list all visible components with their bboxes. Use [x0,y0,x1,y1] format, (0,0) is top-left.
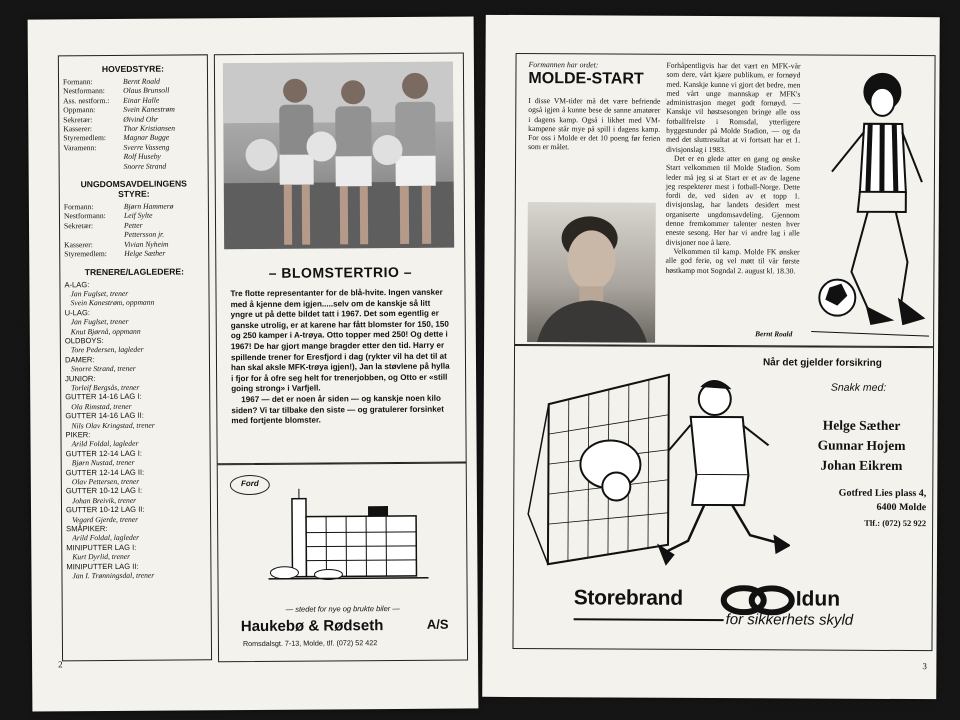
official-name: Pettersson jr. [124,229,165,240]
insurance-address-line2: 6400 Molde [876,501,927,514]
left-page [28,16,479,711]
official-role: Kasserer: [64,239,93,250]
team-staff: Vegard Gjerde, trener [72,514,139,524]
team-staff: Ola Rimstad, trener [71,401,132,412]
team-staff: Arild Foldal, lagleder [72,533,140,543]
official-role [64,152,124,162]
official-name: Bernt Roald [122,76,160,86]
team-name: GUTTER 10-12 LAG I: [65,486,143,496]
blomstertrio-paragraph: Tre flotte representanter for de blå-hvite. Ingen vansker med å kjenne dem igjen.....selv om de kanskje så litt yngre ut på dette bildet tatt i 1967. Det som egentlig er ganske utrolig, er at karene har fått blomster for 150, 150 og 250 kamper i A-trøya. Otto topper med 250! Og dette i 1967! De har gjort mange bragder etter den tid. Harry er spillende trener for Eresfjord i dag (rykter vil ha det til at han skal aksle MFK-trøya igjen!), Jan la støvlene på hylla i fjor for å ofre seg helt for trenerjobben, og Otto er «still going strong» i Varfjell. [230,287,450,394]
insurance-address-line1: Gotfred Lies plass 4, [838,487,927,500]
official-role [64,162,124,172]
official-role: Sekretær: [63,114,93,124]
team-name: OLDBOYS: [64,335,104,346]
team-name: A-LAG: [64,279,90,289]
club-officials-column [58,54,212,661]
article-paragraph: Forhåpentligvis har det vært en MFK-vår som dere, vårt kjære publikum, er fornøyd med. Kanskje kunne vi gjort det bedre, men med vårt unge mannskap er MFK's administrasjon meget godt fornøyd. — Kanskje vil høstsesongen bringe alle oss fotballfrelste i Romsdal, ytterligere hyggestunder på Molde Stadion, — og da med det sluttresultat at vi fortsatt har et 1. divisjonslag i 1983. [666,60,801,154]
page-number: 2 [58,659,63,670]
team-name: GUTTER 12-14 LAG II: [65,467,145,477]
insurance-phone: Tlf.: (072) 52 922 [864,517,927,529]
team-name: U-LAG: [64,307,90,318]
official-role: Sekretær: [63,220,94,231]
article-paragraph: Velkommen til kamp. Molde FK ønsker alle god ferie, og vel møtt til vår første høstkamp mot Sogndal 2. august kl. 18.30. [665,246,800,275]
brand-idun: Idun [795,587,841,611]
ungdom-list [64,201,204,258]
official-name: Petter [123,220,143,230]
ungdom-title: UNGDOMSAVDELINGENS STYRE: [80,178,187,200]
team-staff: Jan I. Trønningsdal, trener [72,570,155,581]
team-staff: Nils Olav Kringstad, trener [71,420,155,430]
official-name: Rolf Huseby [123,151,161,162]
ford-logo: Ford [230,475,270,495]
official-role: Nestformann: [63,211,106,221]
team-staff: Kurt Dyrlid, trener [72,552,131,562]
team-staff: Bjørn Nustad, trener [71,458,135,468]
team-name: GUTTER 14-16 LAG I: [65,392,142,402]
official-role: Nestformann: [63,86,105,96]
insurance-advertisement [512,345,934,651]
hovedstyre-list [63,76,204,171]
team-staff: Arild Foldal, lagleder [71,439,139,449]
footballer-illustration [811,62,930,345]
brand-underline [574,618,724,621]
official-name: Helge Sæther [124,248,166,258]
haukebo-tagline: — stedet for nye og brukte biler — [285,603,400,614]
official-role: Kasserer: [63,124,93,134]
official-name: Svein Kanestrøm [123,104,175,115]
page-number: 3 [922,661,927,672]
players-illustration [223,62,454,250]
article-paragraph: I disse VM-tider må det være befriende også igjen å kunne bese de sanne amatører i dagens kamp. Også i likhet med VM-kampene står mye på spill i dagens kamp. For oss i Molde er det 10 poeng før ferien som er målet. [528,96,661,152]
team-staff: Johan Breivik, trener [71,495,137,506]
official-name: Sverre Vasseng [123,142,170,152]
haukebo-name: Haukebø & Rødseth [240,617,384,636]
storebrand-idun-logo [574,584,914,642]
portrait-illustration [527,202,656,343]
team-name: GUTTER 14-16 LAG II: [65,410,144,421]
official-role: Varamenn: [63,142,97,153]
dealership-building-illustration [268,488,429,581]
team-staff: Torleif Bergsås, trener [71,382,140,393]
blomstertrio-article [214,53,467,465]
team-name: MINIPUTTER LAG II: [66,561,139,571]
haukebo-advertisement [217,463,468,663]
official-row [64,248,204,258]
team-name: MINIPUTTER LAG I: [66,542,137,553]
insurance-subheading: Snakk med: [830,381,887,394]
trenere-title: TRENERE/LAGLEDERE: [84,265,185,277]
agent-name: Gunnar Hojem [817,437,906,454]
official-role: Styremedlem: [64,249,107,259]
team-staff: Snorre Strand, trener [70,363,136,374]
article-kicker: Formannen har ordet: [528,60,599,70]
molde-start-article [514,53,936,347]
blomstertrio-paragraph: 1967 — det er noen år siden — og kanskje noen kilo siden? Vi tar tilbake den siste — og gratulerer forsinket med fortjente blomster. [231,393,444,426]
official-role: Ass. nestform.: [63,95,110,106]
article-title: MOLDE-START [528,70,644,88]
blomstertrio-title: – BLOMSTERTRIO – [268,263,413,281]
team-staff: Jan Fuglset, trener [70,316,129,327]
team-name: GUTTER 12-14 LAG I: [65,448,143,459]
team-staff: Olav Pettersen, trener [71,476,140,487]
article-column-1 [528,96,660,152]
agent-name: Johan Eikrem [820,457,903,474]
team-staff: Knut Bjørnå, oppmann [70,326,141,336]
official-name: Magnar Bugge [123,133,170,143]
brand-slogan: for sikkerhets skyld [725,611,854,629]
official-name: Einar Halle [123,95,160,105]
article-paragraph: Det er en glede atter en gang og ønske Start velkommen til Molde Stadion. Som leder må jeg si at Start er et av de lagene jeg respekterer mest i fotball-Norge. Dette fordi de, ved siden av et topp 1. divisjonslag, har landets desidert mest organiserte ungdomsavdeling. Gjennom denne fremkommer talenter nesten hver eneste sesong. Her har vi andre lag i alle divisjoner noe å lære. [665,153,801,247]
hovedstyre-title: HOVEDSTYRE: [101,63,165,75]
goalkeeper-cartoon-illustration [518,354,791,577]
team-name: SMÅPIKER: [66,524,108,534]
article-column-2 [665,61,800,276]
author-portrait [527,202,656,343]
insurance-heading: Når det gjelder forsikring [762,357,882,369]
team-name: GUTTER 10-12 LAG II: [65,505,145,515]
official-name: Øivind Ohr [123,114,159,124]
haukebo-suffix: A/S [426,616,449,632]
article-signature: Bernt Roald [755,329,793,339]
haukebo-address: Romsdalsgt. 7-13, Molde, tlf. (072) 52 422 [242,638,378,649]
team-staff: Tore Pedersen, lagleder [70,345,144,355]
team-name: PIKER: [65,430,91,440]
team-staff: Jan Fuglset, trener [70,288,129,299]
three-players-photo [223,62,454,250]
official-name: Olaus Brunsoll [123,85,170,96]
official-name: Leif Sylte [123,211,153,221]
team-name: DAMER: [64,354,95,365]
team-name: JUNIOR: [65,373,96,383]
official-role: Oppmann: [63,105,96,115]
agent-name: Helge Sæther [822,417,901,433]
official-name: Snorre Strand [123,161,167,171]
official-role [64,230,124,240]
official-role: Formann: [62,77,93,87]
official-name: Bjørn Hammerø [123,201,174,211]
official-name: Thor Kristiansen [123,123,176,133]
official-name: Vivian Nyheim [124,239,169,249]
team-staff: Svein Kanestrøm, oppmann [70,298,155,308]
official-role: Formann: [63,202,94,212]
official-row [64,161,204,171]
blomstertrio-body [230,288,453,427]
trenere-list [64,279,206,581]
right-page [482,15,940,699]
official-role: Styremedlem: [63,133,107,143]
brand-storebrand: Storebrand [573,586,683,610]
